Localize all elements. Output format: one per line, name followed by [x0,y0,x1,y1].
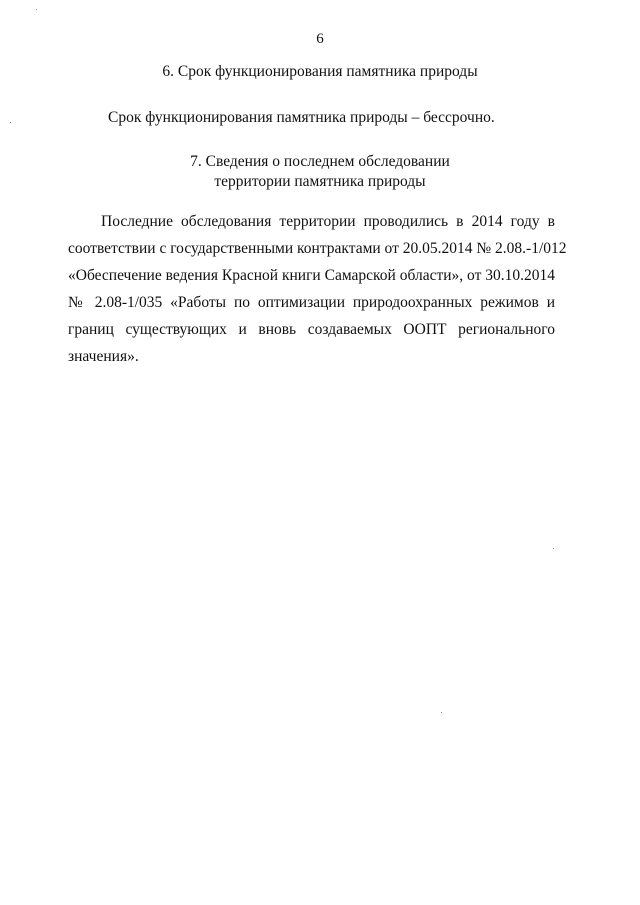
section-6-text: Срок функционирования памятника природы – бессрочно. [108,109,495,126]
section-6-heading: 6. Срок функционирования памятника природы [162,63,478,80]
paragraph-line: значения». [68,348,139,365]
scan-speck [553,548,554,549]
page-number [0,30,640,48]
paragraph-line: соответствии с государственными контрактами от 20.05.2014 № 2.08.-1/012 [68,240,567,257]
paragraph-line: № 2.08-1/035 «Работы по оптимизации природоохранных режимов и [68,294,555,311]
section-7-heading [80,152,560,192]
page-number-text: 6 [316,31,324,47]
section-7-heading-line-2: территории памятника природы [214,173,426,190]
section-7-paragraph [68,208,567,370]
section-7-heading-line-1: 7. Сведения о последнем обследовании [190,153,450,170]
paragraph-line: границ существующих и вновь создаваемых ООПТ регионального [68,321,555,338]
paragraph-line: Последние обследования территории проводились в 2014 году в [101,213,555,230]
scan-speck [36,9,37,10]
scan-speck [10,122,11,123]
scan-speck [441,712,442,713]
paragraph-line: «Обеспечение ведения Красной книги Самарской области», от 30.10.2014 [68,267,555,284]
